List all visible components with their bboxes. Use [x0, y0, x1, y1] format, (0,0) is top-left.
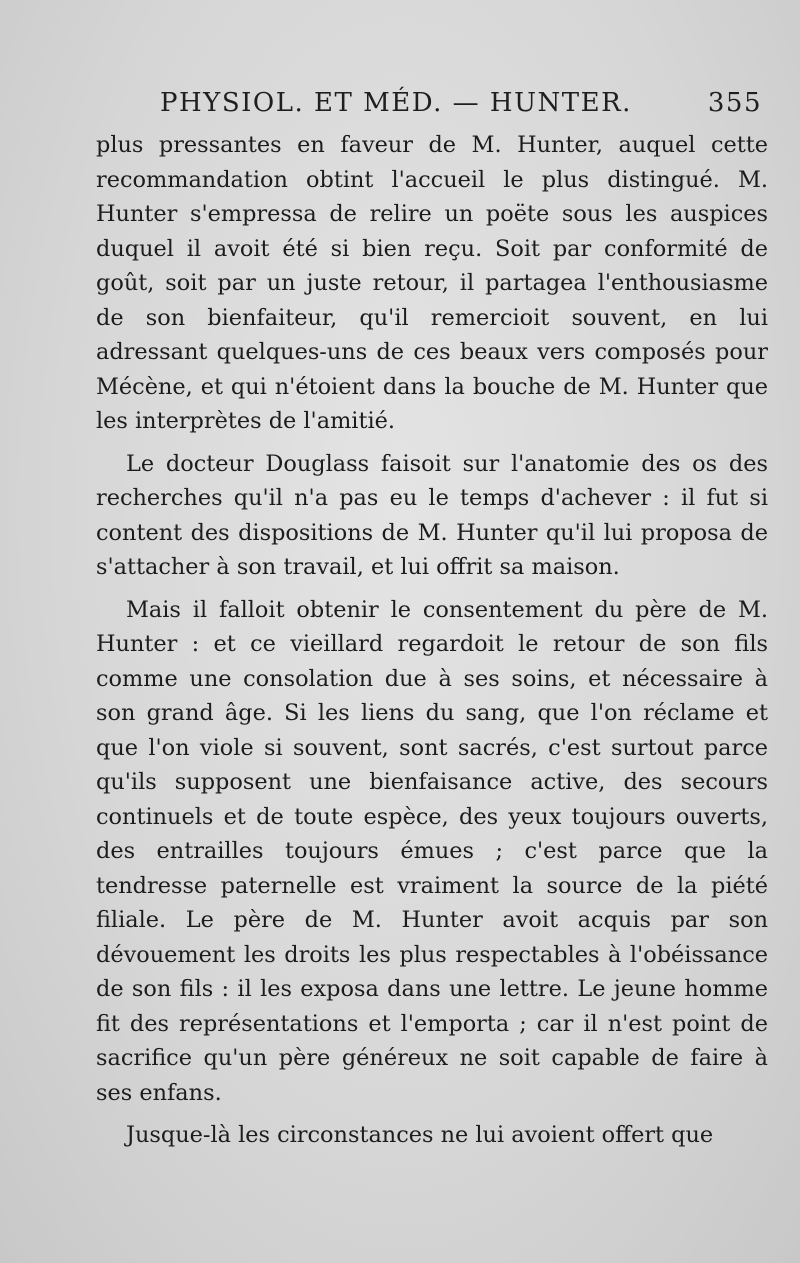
paragraph-douglass: Le docteur Douglass faisoit sur l'anatomie des os des recherches qu'il n'a pas eu le temps d'achever : il fut si content des dispositions de M. Hunter qu'il lui proposa de s'attacher à son travail, et lui offrit sa maison. [96, 450, 768, 580]
paragraph-jusque-la: Jusque-là les circonstances ne lui avoient offert que [126, 1122, 714, 1148]
paragraph-continuation: plus pressantes en faveur de M. Hunter, auquel cette recommandation obtint l'accueil le plus distingué. M. Hunter s'empressa de relire un poëte sous les auspices duquel il avoit été si bien reçu. Soit par conformité de goût, soit par un juste retour, il partagea l'enthousiasme de son bienfaiteur, qu'il remercioit souvent, en lui adressant quelques-uns de ces beaux vers composés pour Mécène, et qui n'étoient dans la bouche de M. Hunter que les interprètes de l'amitié. [96, 132, 768, 434]
paragraph-consent: Mais il falloit obtenir le consentement du père de M. Hunter : et ce vieillard regardoit le retour de son fils comme une consolation due à ses soins, et nécessaire à son grand âge. Si les liens du sang, que l'on réclame et que l'on viole si souvent, sont sacrés, c'est surtout parce qu'ils supposent une bienfaisance active, des secours continuels et de toute espèce, des yeux toujours ouverts, des entrailles toujours émues ; c'est parce que la tendresse paternelle est vraiment la source de la piété filiale. Le père de M. Hunter avoit acquis par son dévouement les droits les plus respectables à l'obéissance de son fils : il les exposa dans une lettre. Le jeune homme fit des représentations et l'emporta ; car il n'est point de sacrifice qu'un père généreux ne soit capable de faire à ses enfans. [96, 596, 768, 1106]
page-header [160, 88, 770, 128]
body-text [96, 128, 768, 1153]
page-number: 355 [707, 88, 762, 118]
running-head: PHYSIOL. ET MÉD. — HUNTER. [160, 88, 632, 118]
